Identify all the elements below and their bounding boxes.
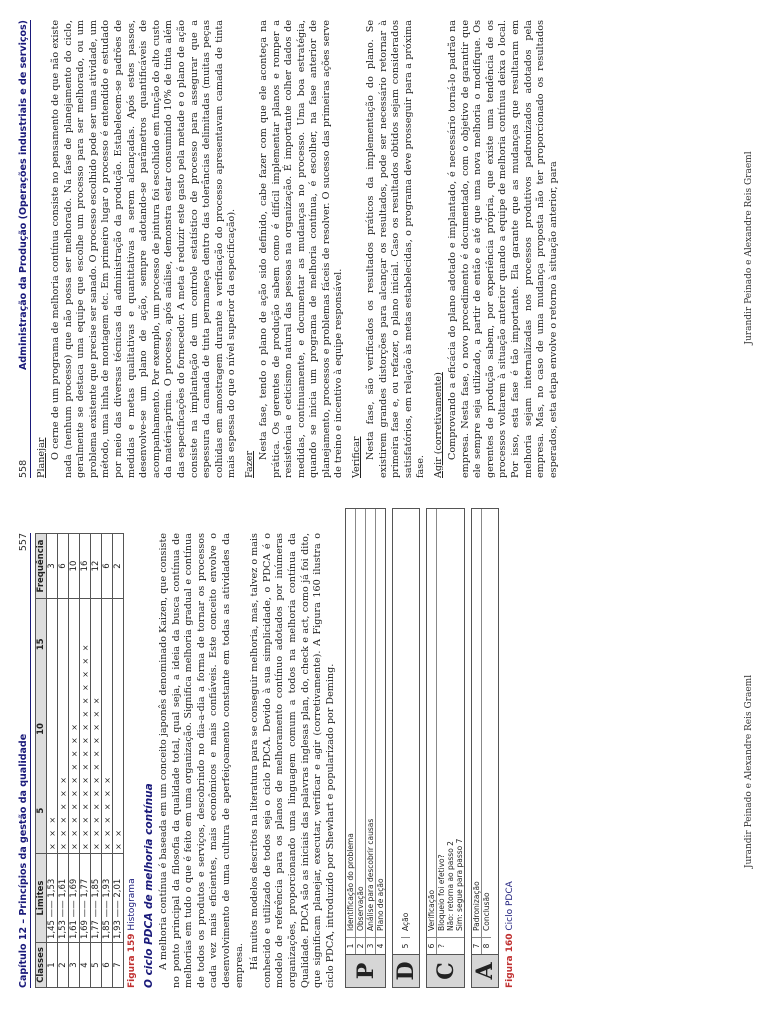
frequency-cell: 16	[80, 534, 91, 599]
pdca-check-group	[426, 508, 465, 988]
limits-cell: 1,77 —— 1,85	[91, 854, 102, 943]
heading-verificar: Verificar	[351, 436, 363, 478]
step-text: Ação	[400, 912, 410, 931]
page-number-557: 557	[18, 533, 29, 552]
scale-10: 10	[36, 723, 46, 735]
right-page	[0, 0, 768, 496]
figure-159-caption	[127, 533, 137, 988]
step-number: 6	[427, 937, 436, 954]
step-text: Observação	[356, 886, 366, 931]
step-text: Análise para descobrir causas	[366, 818, 376, 931]
step-number: 8	[482, 937, 491, 954]
table-row	[58, 534, 69, 988]
tally-cell: × × × × × × × × × × × ×	[91, 599, 102, 854]
tally-cell: × × × × × × × × × × × × × × × ×	[80, 599, 91, 854]
pdca-plan-group	[345, 508, 386, 988]
class-cell: 6	[102, 943, 113, 988]
class-cell: 7	[113, 943, 124, 988]
figure-159-text: Histograma	[127, 878, 137, 931]
paragraph-verificar: Nesta fase, são verificados os resultados práticos da implementação do plano. Se existirem grandes distorções para alcançar os resultados, pode ser necessário retornar à primeira fase e, ou refazer, o plano inicial. Caso os resultados obtidos sejam considerados satisfatórios, em relação às metas estabelecidas, o programa deve prosseguir para a próxima fase.	[365, 20, 427, 478]
book-title: Administração da Produção (Operações industriais e de serviços)	[18, 20, 29, 370]
table-row	[102, 534, 113, 988]
paragraph-fazer: Nesta fase, tendo o plano de ação sido definido, cabe fazer com que ele aconteça na prática. Os gerentes de produção sabem como é difícil implementar planos e romper a resistência e ceticismo natural das pessoas na organização. É importante colher dados de medidas, continuamente, e documentar as mudanças no processo. Uma boa estratégia, quando se inicia um programa de melhoria contínua, é escolher, na fase anterior de planejamento, processos e problemas fáceis de resolver. O sucesso das primeiras ações serve de treino e incentivo à equipe responsável.	[257, 20, 345, 478]
col-limites: Limites	[36, 854, 47, 943]
step-text: Bloqueio foi efetivo? Não: retorna ao passo 2 Sim: segue para passo 7	[437, 838, 465, 931]
step-number: 7	[472, 937, 481, 954]
tally-cell: × ×	[113, 599, 124, 854]
heading-fazer: Fazer	[243, 450, 255, 478]
heading-planejar: Planejar	[36, 437, 47, 478]
page-number-558: 558	[18, 459, 29, 478]
figure-160-text: Ciclo PDCA	[505, 881, 516, 931]
step-text: Verificação	[427, 889, 437, 931]
step-text: Padronização	[472, 881, 482, 931]
frequency-cell: 12	[91, 534, 102, 599]
class-cell: 2	[58, 943, 69, 988]
limits-cell: 1,61 —— 1,69	[69, 854, 80, 943]
paragraph-planejar: O cerne de um programa de melhoria contínua consiste no pensamento de que não existe nada (nenhum processo) que não possa ser melhorado. Na fase de planejamento do ciclo, geralmente se destaca uma equipe que escolhe um processo para ser melhorado, ou um problema existente que precise ser sanado. O processo escolhido pode ser uma atividade, um método, uma linha de montagem etc. Em primeiro lugar o processo é entendido e estudado por meio das diversas técnicas da administração da produção. Estabelecem-se padrões de medidas e metas qualitativas e quantitativas a serem alcançadas. Após estes passos, desenvolve-se um plano de ação, sempre adotando-se parâmetros quantificáveis de acompanhamento. Por exemplo, um processo de pintura foi escolhido em função do alto custo da matéria-prima. O processo, após análise, demonstra estar consumindo 10% de tinta além das especificações do fornecedor. A meta é reduzir este gasto pela metade e o plano de ação consiste na implantação de um controle estatístico de processo para assegurar que a espessura da camada de tinta permaneça dentro das tolerâncias delimitadas (muitas peças colhidas em amostragem durante a verificação do processo apresentavam camada de tinta mais espessa do que o nível superior da especificação).	[50, 20, 238, 478]
pdca-letter-a: A	[472, 954, 498, 987]
pdca-step	[437, 509, 464, 954]
scale-15: 15	[36, 638, 46, 651]
pdca-step	[366, 509, 376, 954]
class-cell: 1	[47, 943, 58, 988]
frequency-cell: 10	[69, 534, 80, 599]
section-title-pdca: O ciclo PDCA de melhoria contínua	[143, 783, 155, 988]
col-frequencia: Frequência	[36, 534, 47, 599]
class-cell: 3	[69, 943, 80, 988]
table-row	[113, 534, 124, 988]
tally-cell: × × ×	[47, 599, 58, 854]
heading-agir: Agir (corretivamente)	[433, 372, 445, 478]
pdca-step	[427, 509, 437, 954]
table-row	[47, 534, 58, 988]
step-text: Plano de ação	[376, 878, 386, 931]
right-footer: Jurandir Peinado e Alexandre Reis Graeml	[744, 151, 754, 345]
frequency-cell: 6	[58, 534, 69, 599]
tally-cell: × × × × × × × × × ×	[69, 599, 80, 854]
left-footer: Jurandir Peinado e Alexandre Reis Graeml	[744, 674, 754, 869]
step-number: 1	[346, 937, 355, 954]
limits-cell: 1,45 —— 1,53	[47, 854, 58, 943]
class-cell: 4	[80, 943, 91, 988]
step-number: 5	[401, 937, 410, 954]
table-row	[69, 534, 80, 988]
paragraph-kaizen: A melhoria contínua é baseada em um conceito japonês denominado Kaizen, que consiste no ponto principal da filosofia da qualidade total, qual seja, a ideia da busca contínua de melhorias em tudo o que é feito em uma organização. Significa melhoria gradual e contínua de todos os produtos e serviços, descobrindo no dia-a-dia a forma de tornar os processos cada vez mais eficientes, mais econômicos e mais confiáveis. Este conceito envolve o desenvolvimento de uma cultura de aperfeiçoamento constante em todas as atividades da empresa.	[158, 533, 245, 988]
limits-cell: 1,53 —— 1,61	[58, 854, 69, 943]
histogram-header-row	[36, 534, 47, 988]
frequency-cell: 3	[47, 534, 58, 599]
tally-cell: × × × × × ×	[58, 599, 69, 854]
col-classes: Classes	[36, 943, 47, 988]
pdca-letter-d: D	[393, 954, 419, 987]
pdca-step	[472, 509, 482, 954]
pdca-diagram	[345, 508, 499, 988]
pdca-step	[376, 509, 385, 954]
class-cell: 5	[91, 943, 102, 988]
limits-cell: 1,85 —— 1,93	[102, 854, 113, 943]
pdca-letter-c: C	[427, 954, 464, 987]
tally-cell: × × × × × ×	[102, 599, 113, 854]
limits-cell: 1,93 —— 2,01	[113, 854, 124, 943]
step-number: 2	[356, 937, 365, 954]
histogram-table	[35, 533, 124, 988]
paragraph-agir: Comprovando a eficácia do plano adotado e implantado, é necessário torná-lo padrão na empresa. Nesta fase, o novo procedimento é documentado, com o objetivo de garantir que ele sempre seja utilizado, a partir de então e até que uma nova melhoria o modifique. Os gerentes de produção sabem, por experiência própria, que existe uma tendência de os processos voltarem à situação anterior quando a equipe de melhoria contínua deixa o local. Por isso, esta fase é tão importante. Ela garante que as mudanças que resultaram em melhoria sejam internalizadas nos processos produtivos padronizados adotados pela empresa. Mas, no caso de uma mudança proposta não ter proporcionado os resultados esperados, esta etapa envolve o retorno à situação anterior, para	[447, 20, 559, 478]
figure-160-label: Figura 160	[505, 933, 516, 988]
paragraph-pdca-models: Há muitos modelos descritos na literatura para se conseguir melhoria, mas, talvez o mais conhecido e utilizado de todos seja o ciclo PDCA. Devido à sua simplicidade, o PDCA é o modelo de referência para os planos de melhoramento contínuo adotados por inúmeras organizações, proporcionando uma linguagem comum a todos na melhoria contínua da Qualidade. PDCA são as iniciais das palavras inglesas plan, do, check e act, como já foi dito, que significam planejar, executar, verificar e agir (corretivamente). A Figura 160 ilustra o ciclo PDCA, introduzido por Shewhart e popularizado por Deming.	[249, 533, 336, 988]
left-running-header	[18, 533, 31, 988]
pdca-step	[356, 509, 366, 954]
frequency-cell: 6	[102, 534, 113, 599]
table-row	[91, 534, 102, 988]
figure-160-caption	[505, 533, 515, 988]
left-page	[0, 519, 768, 1024]
step-number: 3	[366, 937, 375, 954]
pdca-step	[393, 509, 417, 954]
pdca-letter-p: P	[346, 954, 385, 987]
right-running-header	[18, 20, 31, 478]
pdca-step	[482, 509, 491, 954]
step-text: Conclusão	[482, 892, 492, 931]
chapter-title: Capítulo 12 – Princípios da gestão da qualidade	[18, 733, 29, 988]
step-text: Identificação do problema	[346, 833, 356, 931]
pdca-act-group	[471, 508, 499, 988]
scale-5: 5	[36, 807, 46, 814]
table-row	[80, 534, 91, 988]
limits-cell: 1,69 —— 1,77	[80, 854, 91, 943]
pdca-do-group	[392, 508, 420, 988]
figure-159-label: Figura 159	[127, 933, 137, 988]
step-number: 4	[376, 937, 385, 954]
frequency-cell: 2	[113, 534, 124, 599]
pdca-step	[346, 509, 356, 954]
step-number: ?	[437, 937, 464, 954]
col-scale	[36, 599, 47, 854]
